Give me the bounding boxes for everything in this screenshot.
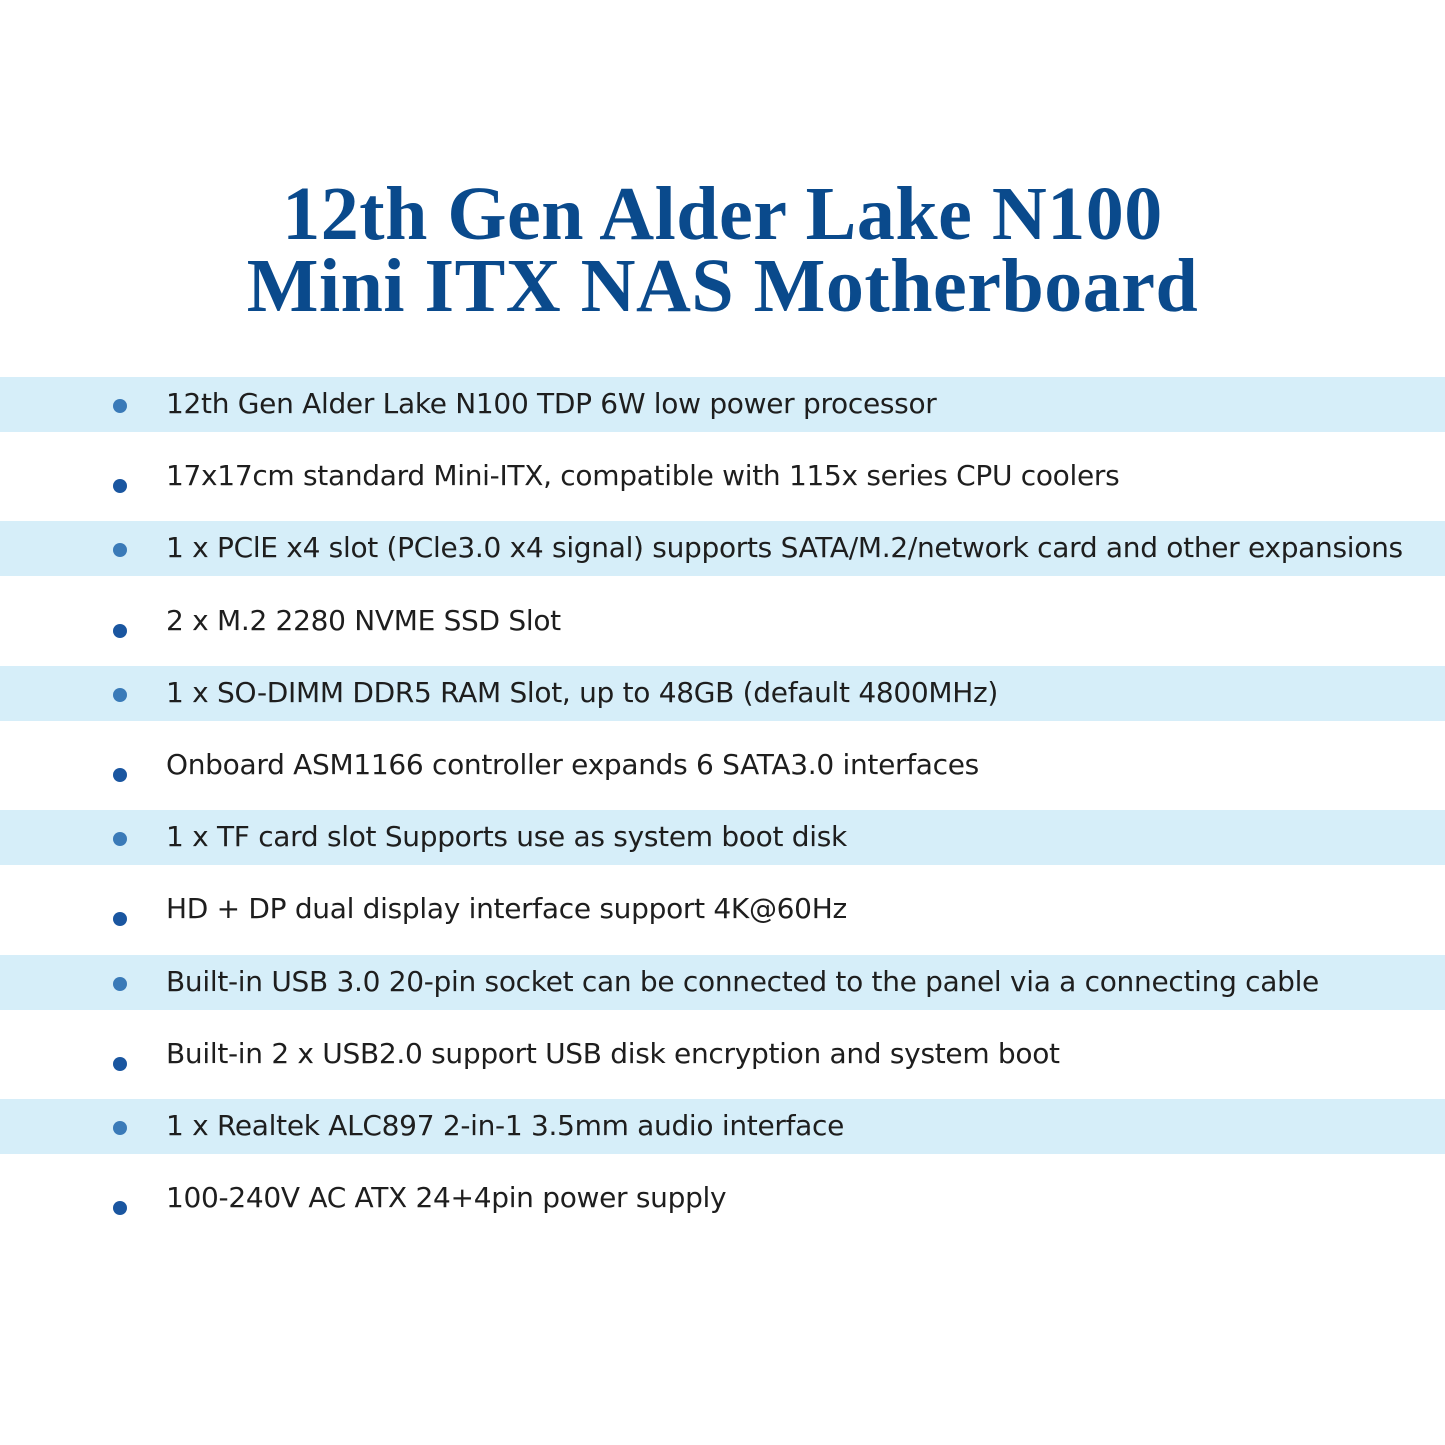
spec-text: 17x17cm standard Mini-ITX, compatible with 115x series CPU coolers xyxy=(166,459,1120,493)
spec-item xyxy=(0,882,1445,954)
spec-item xyxy=(0,449,1445,521)
bullet-icon xyxy=(113,1121,127,1135)
bullet-icon xyxy=(113,1201,127,1215)
spec-item xyxy=(0,738,1445,810)
title-line-1: 12th Gen Alder Lake N100 xyxy=(282,172,1163,256)
page-title xyxy=(0,172,1445,328)
spec-text: 1 x PClE x4 slot (PCle3.0 x4 signal) supports SATA/M.2/network card and other expansions xyxy=(166,531,1403,565)
spec-item xyxy=(0,377,1445,449)
spec-text: 1 x Realtek ALC897 2-in-1 3.5mm audio interface xyxy=(166,1108,845,1142)
bullet-icon xyxy=(113,399,127,413)
spec-item xyxy=(0,1099,1445,1171)
spec-text: 2 x M.2 2280 NVME SSD Slot xyxy=(166,603,561,637)
spec-text: Onboard ASM1166 controller expands 6 SATA3.0 interfaces xyxy=(166,747,979,781)
spec-text: 100-240V AC ATX 24+4pin power supply xyxy=(166,1181,727,1215)
title-line-2: Mini ITX NAS Motherboard xyxy=(246,244,1199,328)
bullet-icon xyxy=(113,688,127,702)
bullet-icon xyxy=(113,977,127,991)
spec-item xyxy=(0,594,1445,666)
bullet-icon xyxy=(113,624,127,638)
spec-text: Built-in USB 3.0 20-pin socket can be connected to the panel via a connecting cable xyxy=(166,964,1319,998)
spec-item xyxy=(0,1171,1445,1243)
bullet-icon xyxy=(113,768,127,782)
spec-item xyxy=(0,955,1445,1027)
spec-text: 1 x TF card slot Supports use as system boot disk xyxy=(166,820,847,854)
spec-item xyxy=(0,666,1445,738)
spec-item xyxy=(0,810,1445,882)
spec-list xyxy=(0,377,1445,1243)
spec-item xyxy=(0,1027,1445,1099)
spec-text: 1 x SO-DIMM DDR5 RAM Slot, up to 48GB (default 4800MHz) xyxy=(166,675,999,709)
spec-text: 12th Gen Alder Lake N100 TDP 6W low power processor xyxy=(166,387,937,420)
spec-item xyxy=(0,521,1445,593)
bullet-icon xyxy=(113,1057,127,1071)
spec-text: HD + DP dual display interface support 4K@60Hz xyxy=(166,892,847,926)
spec-text: Built-in 2 x USB2.0 support USB disk encryption and system boot xyxy=(166,1036,1060,1070)
